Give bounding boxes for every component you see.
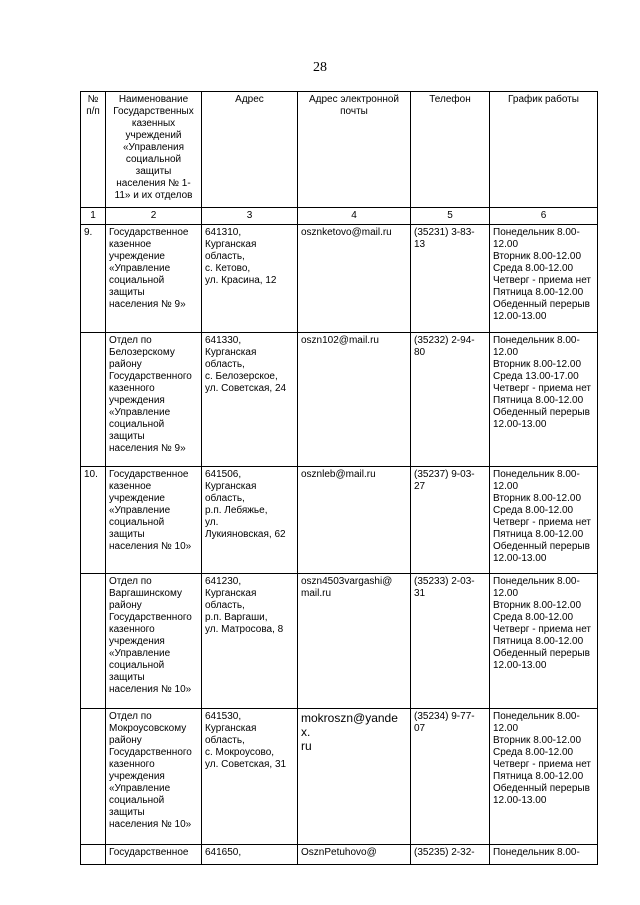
row-schedule: Понедельник 8.00-: [490, 845, 598, 865]
row-name: Отдел по Мокроусовскому району Государственного казенного учреждения «Управление социальной защиты населения № 10»: [106, 709, 202, 845]
header-email: Адрес электронной почты: [298, 92, 411, 208]
row-email: mokroszn@yande x. ru: [298, 709, 411, 845]
header-num: № п/п: [81, 92, 106, 208]
row-num: 9.: [81, 225, 106, 333]
header-schedule: График работы: [490, 92, 598, 208]
row-name: Государственное казенное учреждение «Управление социальной защиты населения № 9»: [106, 225, 202, 333]
col-number: 1: [81, 208, 106, 225]
row-address: 641506, Курганская область, р.п. Лебяжье, ул. Лукияновская, 62: [202, 467, 298, 574]
table-row: [81, 467, 598, 574]
row-address: 641310, Курганская область, с. Кетово, ул. Красина, 12: [202, 225, 298, 333]
row-address: 641330, Курганская область, с. Белозерское, ул. Советская, 24: [202, 333, 298, 467]
row-num: [81, 845, 106, 865]
institutions-table: [80, 91, 598, 865]
row-name: Государственное казенное учреждение «Управление социальной защиты населения № 10»: [106, 467, 202, 574]
row-name: Государственное: [106, 845, 202, 865]
col-number: 2: [106, 208, 202, 225]
table-row: [81, 845, 598, 865]
header-address: Адрес: [202, 92, 298, 208]
row-email: oszn102@mail.ru: [298, 333, 411, 467]
row-schedule: Понедельник 8.00- 12.00 Вторник 8.00-12.00 Среда 8.00-12.00 Четверг - приема нет Пятница 8.00-12.00 Обеденный перерыв 12.00-13.00: [490, 225, 598, 333]
table-row: [81, 574, 598, 709]
row-phone: (35237) 9-03- 27: [411, 467, 490, 574]
row-address: 641650,: [202, 845, 298, 865]
header-name: Наименование Государственных казенных учреждений «Управления социальной защиты населения № 1- 11» и их отделов: [106, 92, 202, 208]
col-number: 5: [411, 208, 490, 225]
row-email: oszn4503vargashi@ mail.ru: [298, 574, 411, 709]
header-row: [81, 92, 598, 208]
column-numbers-row: [81, 208, 598, 225]
row-email: osznketovo@mail.ru: [298, 225, 411, 333]
row-phone: (35233) 2-03- 31: [411, 574, 490, 709]
page-number: 28: [313, 60, 327, 75]
table-row: [81, 333, 598, 467]
row-phone: (35234) 9-77- 07: [411, 709, 490, 845]
table-row: [81, 225, 598, 333]
row-email: osznleb@mail.ru: [298, 467, 411, 574]
row-schedule: Понедельник 8.00- 12.00 Вторник 8.00-12.00 Среда 8.00-12.00 Четверг - приема нет Пятница 8.00-12.00 Обеденный перерыв 12.00-13.00: [490, 467, 598, 574]
row-address: 641230, Курганская область, р.п. Варгаши, ул. Матросова, 8: [202, 574, 298, 709]
row-schedule: Понедельник 8.00- 12.00 Вторник 8.00-12.00 Среда 13.00-17.00 Четверг - приема нет Пятница 8.00-12.00 Обеденный перерыв 12.00-13.00: [490, 333, 598, 467]
col-number: 6: [490, 208, 598, 225]
row-phone: (35231) 3-83- 13: [411, 225, 490, 333]
row-num: [81, 709, 106, 845]
row-address: 641530, Курганская область, с. Мокроусово, ул. Советская, 31: [202, 709, 298, 845]
table-row: [81, 709, 598, 845]
row-num: [81, 333, 106, 467]
row-schedule: Понедельник 8.00- 12.00 Вторник 8.00-12.00 Среда 8.00-12.00 Четверг - приема нет Пятница 8.00-12.00 Обеденный перерыв 12.00-13.00: [490, 709, 598, 845]
row-name: Отдел по Варгашинскому району Государственного казенного учреждения «Управление социальной защиты населения № 10»: [106, 574, 202, 709]
row-email: OsznPetuhovo@: [298, 845, 411, 865]
row-num: [81, 574, 106, 709]
header-phone: Телефон: [411, 92, 490, 208]
row-phone: (35235) 2-32-: [411, 845, 490, 865]
row-num: 10.: [81, 467, 106, 574]
row-name: Отдел по Белозерскому району Государственного казенного учреждения «Управление социальной защиты населения № 9»: [106, 333, 202, 467]
col-number: 3: [202, 208, 298, 225]
row-schedule: Понедельник 8.00- 12.00 Вторник 8.00-12.00 Среда 8.00-12.00 Четверг - приема нет Пятница 8.00-12.00 Обеденный перерыв 12.00-13.00: [490, 574, 598, 709]
row-phone: (35232) 2-94- 80: [411, 333, 490, 467]
col-number: 4: [298, 208, 411, 225]
